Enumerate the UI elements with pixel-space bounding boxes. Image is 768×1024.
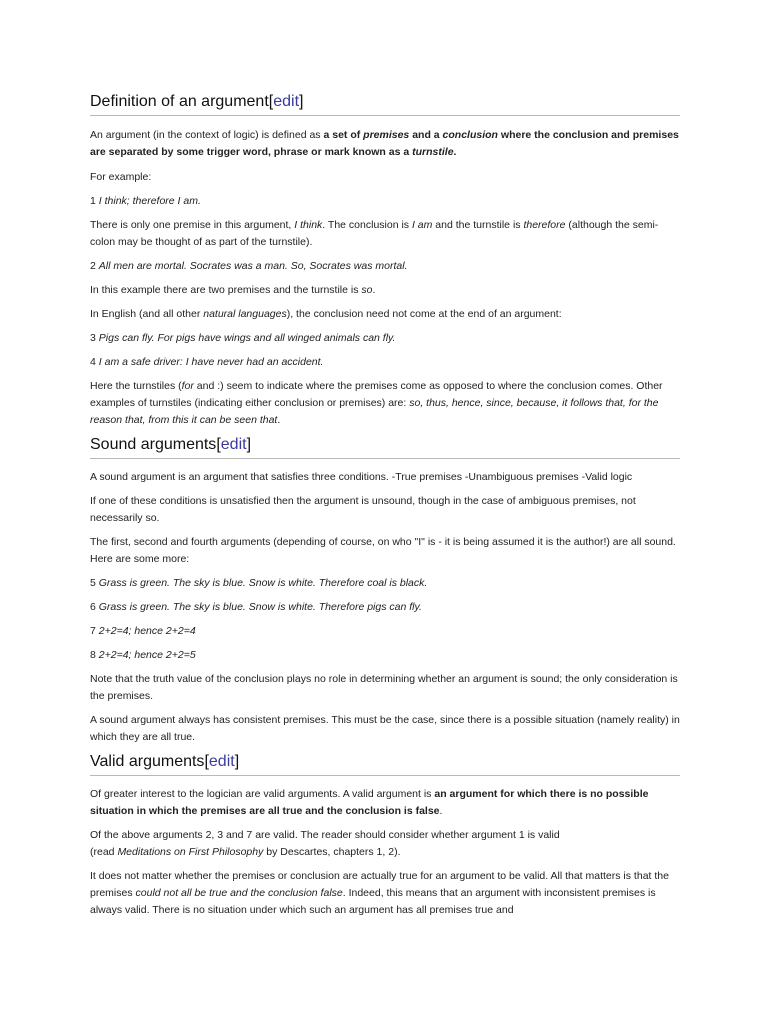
example-5 [90, 575, 680, 592]
text-run: In English (and all other [90, 308, 204, 320]
text-run: . [372, 284, 376, 296]
text-run: ), the conclusion need not come at the end of an argument: [286, 308, 562, 320]
example-8 [90, 647, 680, 664]
example-number: 1 [90, 195, 99, 207]
for-example-text: For example: [90, 171, 152, 183]
text-run: Of greater interest to the logician are valid arguments. A valid argument is [90, 788, 435, 800]
text-run: In this example there are two premises and the turnstile is [90, 284, 362, 296]
text-run: by Descartes, chapters 1, 2). [263, 846, 401, 858]
definition-paragraph [90, 127, 680, 161]
example-number: 3 [90, 332, 99, 344]
text-run: . [277, 414, 281, 426]
sound-paragraph-3: The first, second and fourth arguments (depending of course, on who "I" is - it is being assumed it is the author!) are all sound. Here are some more: [90, 536, 676, 565]
text-run: . Indeed, this means that an argument with inconsistent premises is always valid. There is no situation under which such an argument has all premises true and [90, 887, 656, 916]
italic-run: could not all be true and the conclusion false [135, 887, 343, 899]
example-text: Grass is green. The sky is blue. Snow is white. Therefore coal is black. [98, 577, 428, 589]
bold-italic-run: premises [363, 129, 410, 141]
example-text: I think; therefore I am. [98, 195, 201, 207]
edit-bracket-open: [ [268, 93, 274, 110]
turnstiles-note [90, 378, 680, 429]
sound-paragraph-1: A sound argument is an argument that satisfies three conditions. -True premises -Unambiguous premises -Valid logic [90, 471, 633, 483]
text-run: and :) seem to indicate where the premises come as opposed to where the conclusion comes. Other examples of turnstiles (indicating either conclusion or premises) are: [90, 380, 663, 409]
english-note [90, 306, 680, 323]
italic-run: for [181, 380, 194, 392]
example-text: I am a safe driver: I have never had an accident. [98, 356, 324, 368]
text-run: There is only one premise in this argument, [90, 219, 295, 231]
bold-run: a set of [323, 129, 364, 141]
example-1 [90, 193, 680, 210]
bold-run: an argument for which there is no possible situation in which the premises are all true and the conclusion is false [90, 788, 649, 817]
example-text: 2+2=4; hence 2+2=4 [98, 625, 196, 637]
italic-run: I think [294, 219, 323, 231]
italic-run: therefore [523, 219, 566, 231]
example-text: 2+2=4; hence 2+2=5 [98, 649, 196, 661]
text-run: . [439, 805, 443, 817]
edit-bracket-close: ] [299, 93, 304, 110]
heading-text: Valid arguments [90, 753, 205, 770]
text-run: Of the above arguments 2, 3 and 7 are valid. The reader should consider whether argument 1 is valid [90, 829, 560, 841]
sound-paragraph-2: If one of these conditions is unsatisfied then the argument is unsound, though in the case of ambiguous premises, not necessarily so. [90, 495, 636, 524]
section-heading-sound [90, 435, 680, 459]
edit-link-sound[interactable]: edit [220, 436, 247, 453]
italic-run: I am [411, 219, 433, 231]
example-number: 8 [90, 649, 99, 661]
edit-link-definition[interactable]: edit [273, 93, 300, 110]
italic-run: Meditations on First Philosophy [117, 846, 264, 858]
example-7 [90, 623, 680, 640]
bold-run: . [453, 146, 457, 158]
text-run: and the turnstile is [432, 219, 524, 231]
edit-link-valid[interactable]: edit [208, 753, 235, 770]
italic-run: natural languages [203, 308, 287, 320]
text-run: Here the turnstiles ( [90, 380, 182, 392]
bold-italic-run: turnstile [412, 146, 454, 158]
article-content [90, 92, 680, 919]
example-2 [90, 258, 680, 275]
valid-paragraph-1 [90, 786, 680, 820]
example-text: All men are mortal. Socrates was a man. So, Socrates was mortal. [98, 260, 408, 272]
text-run: An argument (in the context of logic) is defined as [90, 129, 324, 141]
bold-run: where the conclusion and premises are separated by some trigger word, phrase or mark known as a [90, 129, 679, 158]
sound-paragraph-5: A sound argument always has consistent premises. This must be the case, since there is a possible situation (namely reality) in which they are all true. [90, 714, 680, 743]
valid-paragraph-2 [90, 827, 680, 861]
section-heading-valid [90, 752, 680, 776]
bold-run: and a [409, 129, 443, 141]
example-text: Grass is green. The sky is blue. Snow is white. Therefore pigs can fly. [98, 601, 422, 613]
text-run: (read [90, 846, 118, 858]
italic-run: so [361, 284, 373, 296]
heading-text: Sound arguments [90, 436, 217, 453]
italic-run: so, thus, hence, since, because, it follows that, for the reason that, from this it can be seen that [90, 397, 659, 426]
example-number: 2 [90, 260, 99, 272]
edit-bracket-open: [ [216, 436, 221, 453]
example-number: 4 [90, 356, 99, 368]
edit-bracket-close: ] [234, 753, 240, 770]
example-4 [90, 354, 680, 371]
example-2-note [90, 282, 680, 299]
example-1-note [90, 217, 680, 251]
section-heading-definition [90, 92, 680, 116]
example-number: 7 [90, 625, 99, 637]
example-number: 6 [90, 601, 99, 613]
sound-paragraph-4: Note that the truth value of the conclusion plays no role in determining whether an argument is sound; the only consideration is the premises. [90, 673, 678, 702]
valid-paragraph-3 [90, 868, 680, 919]
text-run: . The conclusion is [322, 219, 412, 231]
heading-text: Definition of an argument [90, 93, 269, 110]
example-text: Pigs can fly. For pigs have wings and all winged animals can fly. [98, 332, 396, 344]
example-3 [90, 330, 680, 347]
example-6 [90, 599, 680, 616]
text-run: It does not matter whether the premises or conclusion are actually true for an argument to be valid. All that matters is that the premises [90, 870, 669, 899]
text-run: (although the semi-colon may be thought of as part of the turnstile). [90, 219, 659, 248]
bold-italic-run: conclusion [442, 129, 498, 141]
edit-bracket-close: ] [246, 436, 252, 453]
example-number: 5 [90, 577, 99, 589]
edit-bracket-open: [ [204, 753, 209, 770]
